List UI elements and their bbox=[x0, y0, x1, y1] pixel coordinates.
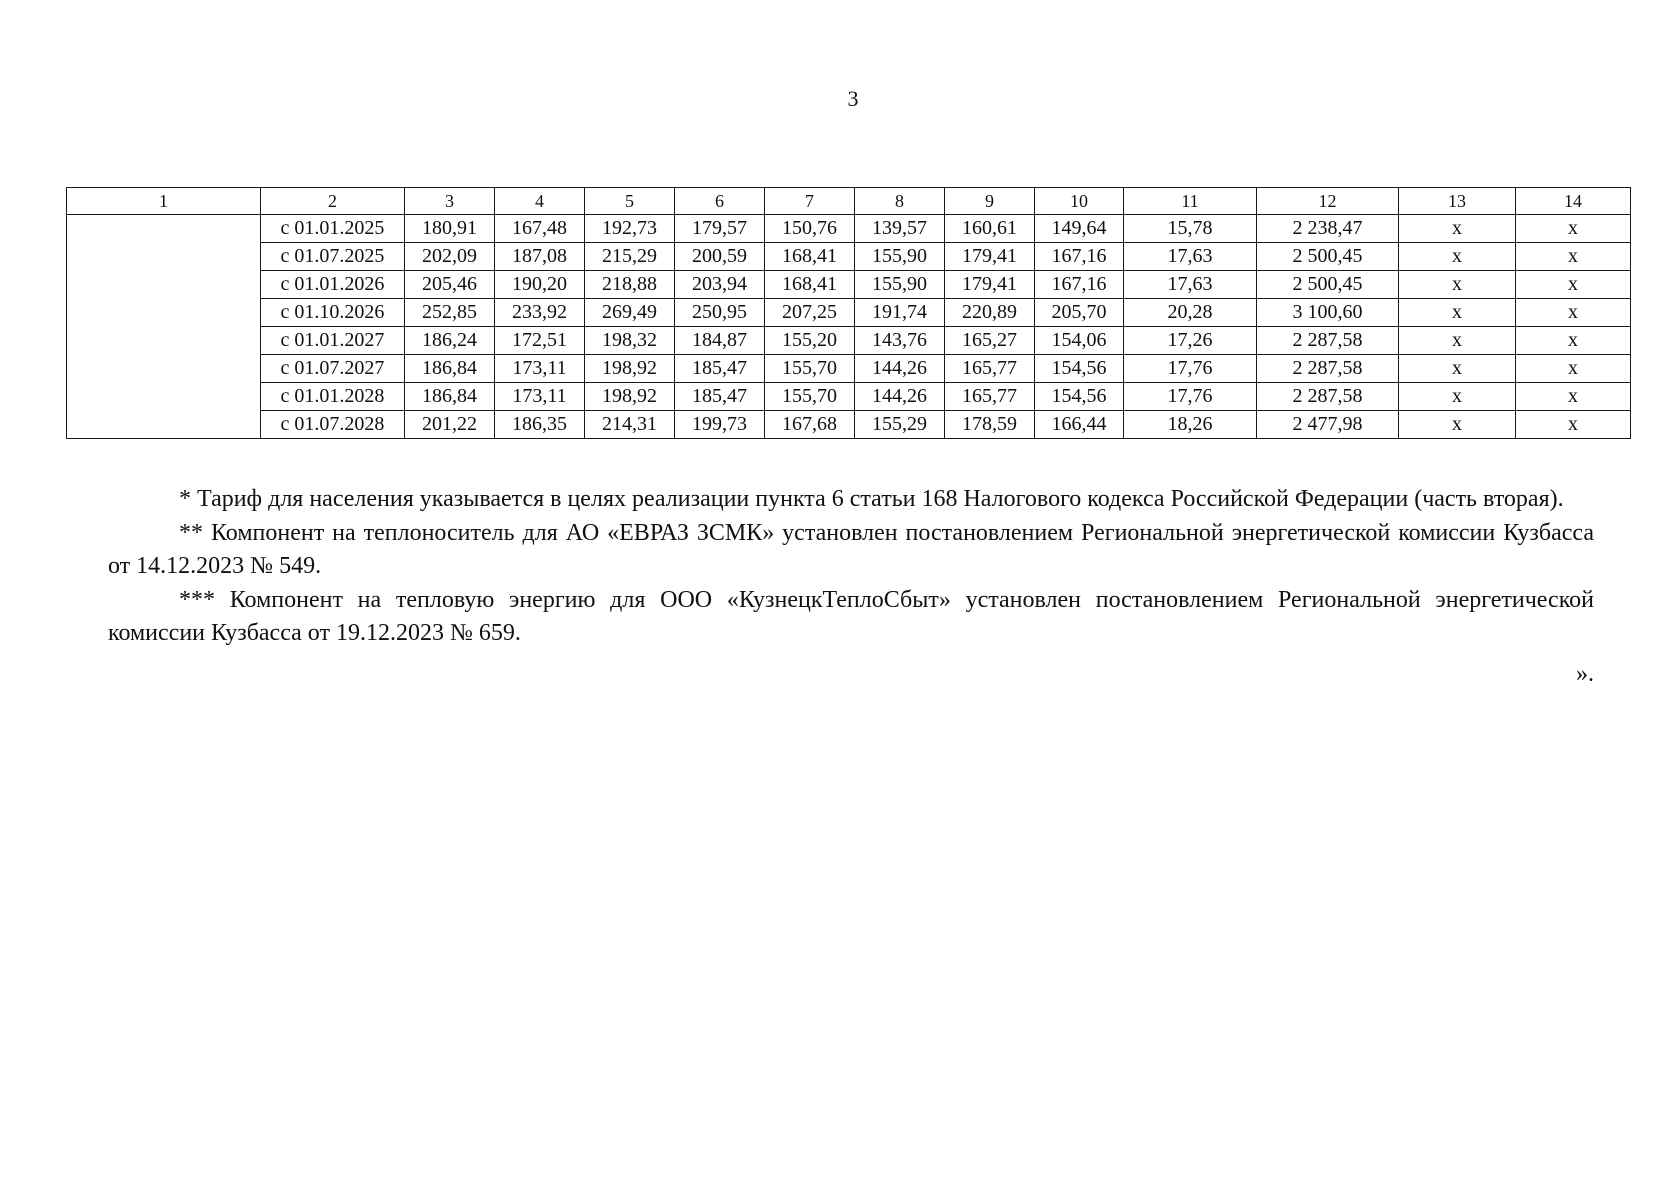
table-cell: 203,94 bbox=[675, 271, 765, 299]
table-row bbox=[67, 383, 1631, 411]
table-cell: x bbox=[1516, 355, 1631, 383]
table-row bbox=[67, 271, 1631, 299]
table-cell: 2 287,58 bbox=[1257, 355, 1399, 383]
table-cell: 2 477,98 bbox=[1257, 411, 1399, 439]
table-cell: 173,11 bbox=[495, 383, 585, 411]
table-cell: 143,76 bbox=[855, 327, 945, 355]
table-cell: 214,31 bbox=[585, 411, 675, 439]
table-cell: 250,95 bbox=[675, 299, 765, 327]
period-cell: с 01.01.2028 bbox=[261, 383, 405, 411]
table-cell: 155,70 bbox=[765, 383, 855, 411]
table-cell: 2 500,45 bbox=[1257, 271, 1399, 299]
table-cell: 269,49 bbox=[585, 299, 675, 327]
table-cell: 17,63 bbox=[1124, 243, 1257, 271]
table-cell: 185,47 bbox=[675, 355, 765, 383]
table-cell: x bbox=[1516, 383, 1631, 411]
table-row bbox=[67, 215, 1631, 243]
table-cell: 155,29 bbox=[855, 411, 945, 439]
table-cell: 205,70 bbox=[1035, 299, 1124, 327]
table-cell: x bbox=[1399, 411, 1516, 439]
table-cell: 17,76 bbox=[1124, 355, 1257, 383]
table-cell: 154,56 bbox=[1035, 355, 1124, 383]
table-cell: 2 287,58 bbox=[1257, 383, 1399, 411]
period-cell: с 01.07.2025 bbox=[261, 243, 405, 271]
column-header: 6 bbox=[675, 188, 765, 215]
table-cell: 144,26 bbox=[855, 383, 945, 411]
table-cell: 167,16 bbox=[1035, 271, 1124, 299]
period-cell: с 01.10.2026 bbox=[261, 299, 405, 327]
table-row bbox=[67, 327, 1631, 355]
table-cell: 160,61 bbox=[945, 215, 1035, 243]
column-header: 5 bbox=[585, 188, 675, 215]
table-cell: 155,90 bbox=[855, 243, 945, 271]
period-cell: с 01.01.2027 bbox=[261, 327, 405, 355]
table-cell: 191,74 bbox=[855, 299, 945, 327]
table-cell: x bbox=[1399, 355, 1516, 383]
group-cell bbox=[67, 215, 261, 439]
column-header: 11 bbox=[1124, 188, 1257, 215]
table-cell: 139,57 bbox=[855, 215, 945, 243]
table-row bbox=[67, 299, 1631, 327]
table-cell: 154,06 bbox=[1035, 327, 1124, 355]
table-cell: x bbox=[1399, 243, 1516, 271]
table-cell: 172,51 bbox=[495, 327, 585, 355]
table-cell: x bbox=[1399, 215, 1516, 243]
table-cell: 3 100,60 bbox=[1257, 299, 1399, 327]
column-header: 14 bbox=[1516, 188, 1631, 215]
column-header: 8 bbox=[855, 188, 945, 215]
table-cell: 155,20 bbox=[765, 327, 855, 355]
column-header: 7 bbox=[765, 188, 855, 215]
table-row bbox=[67, 355, 1631, 383]
column-header: 1 bbox=[67, 188, 261, 215]
footnote-coolant-component: ** Компонент на теплоноситель для АО «ЕВРАЗ ЗСМК» установлен постановлением Региональной энергетической комиссии Кузбасса от 14.12.2023 № 549. bbox=[108, 520, 1594, 579]
column-header: 9 bbox=[945, 188, 1035, 215]
table-cell: 198,32 bbox=[585, 327, 675, 355]
table-cell: 155,90 bbox=[855, 271, 945, 299]
table-header-row bbox=[67, 188, 1631, 215]
column-header: 13 bbox=[1399, 188, 1516, 215]
table-row bbox=[67, 243, 1631, 271]
table-body bbox=[67, 215, 1631, 439]
table-cell: 233,92 bbox=[495, 299, 585, 327]
table-cell: x bbox=[1516, 271, 1631, 299]
table-cell: x bbox=[1516, 411, 1631, 439]
table-cell: 168,41 bbox=[765, 271, 855, 299]
table-cell: 168,41 bbox=[765, 243, 855, 271]
table-cell: 198,92 bbox=[585, 355, 675, 383]
table-cell: 179,57 bbox=[675, 215, 765, 243]
table-cell: 165,77 bbox=[945, 383, 1035, 411]
page-number: 3 bbox=[847, 86, 859, 111]
period-cell: с 01.01.2025 bbox=[261, 215, 405, 243]
table-cell: 179,41 bbox=[945, 271, 1035, 299]
column-header: 2 bbox=[261, 188, 405, 215]
table-cell: 178,59 bbox=[945, 411, 1035, 439]
table-cell: x bbox=[1399, 271, 1516, 299]
table-cell: 179,41 bbox=[945, 243, 1035, 271]
table-cell: x bbox=[1399, 327, 1516, 355]
table-cell: 149,64 bbox=[1035, 215, 1124, 243]
table-cell: 144,26 bbox=[855, 355, 945, 383]
table-cell: 2 500,45 bbox=[1257, 243, 1399, 271]
table-cell: 180,91 bbox=[405, 215, 495, 243]
table-cell: 252,85 bbox=[405, 299, 495, 327]
table-cell: 199,73 bbox=[675, 411, 765, 439]
table-cell: 2 238,47 bbox=[1257, 215, 1399, 243]
table-cell: 198,92 bbox=[585, 383, 675, 411]
table-cell: 20,28 bbox=[1124, 299, 1257, 327]
column-header: 12 bbox=[1257, 188, 1399, 215]
table-cell: 186,35 bbox=[495, 411, 585, 439]
table-cell: 192,73 bbox=[585, 215, 675, 243]
table-cell: 17,63 bbox=[1124, 271, 1257, 299]
table-cell: x bbox=[1399, 383, 1516, 411]
period-cell: с 01.01.2026 bbox=[261, 271, 405, 299]
table-cell: 186,84 bbox=[405, 383, 495, 411]
table-cell: 167,16 bbox=[1035, 243, 1124, 271]
table-cell: x bbox=[1516, 299, 1631, 327]
closing-quote: ». bbox=[1576, 661, 1594, 687]
table-cell: 165,77 bbox=[945, 355, 1035, 383]
column-header: 3 bbox=[405, 188, 495, 215]
table-cell: 150,76 bbox=[765, 215, 855, 243]
table-cell: 18,26 bbox=[1124, 411, 1257, 439]
table-cell: 165,27 bbox=[945, 327, 1035, 355]
footnotes bbox=[108, 483, 1594, 691]
table-cell: 186,24 bbox=[405, 327, 495, 355]
footnote-population-tariff: * Тариф для населения указывается в целях реализации пункта 6 статьи 168 Налогового кодекса Российской Федерации (часть вторая). bbox=[179, 486, 1564, 512]
table-cell: 200,59 bbox=[675, 243, 765, 271]
table-cell: 201,22 bbox=[405, 411, 495, 439]
table-cell: 205,46 bbox=[405, 271, 495, 299]
table-cell: 215,29 bbox=[585, 243, 675, 271]
table-cell: 155,70 bbox=[765, 355, 855, 383]
table-cell: 173,11 bbox=[495, 355, 585, 383]
column-header: 10 bbox=[1035, 188, 1124, 215]
table-cell: 185,47 bbox=[675, 383, 765, 411]
table-cell: 15,78 bbox=[1124, 215, 1257, 243]
table-cell: 2 287,58 bbox=[1257, 327, 1399, 355]
table-cell: 187,08 bbox=[495, 243, 585, 271]
tariff-table bbox=[66, 187, 1631, 439]
table-cell: 167,68 bbox=[765, 411, 855, 439]
table-cell: 220,89 bbox=[945, 299, 1035, 327]
table-cell: 166,44 bbox=[1035, 411, 1124, 439]
column-header: 4 bbox=[495, 188, 585, 215]
table-cell: 154,56 bbox=[1035, 383, 1124, 411]
table-cell: 184,87 bbox=[675, 327, 765, 355]
footnote-heat-energy-component: *** Компонент на тепловую энергию для ООО «КузнецкТеплоСбыт» установлен постановлением Региональной энергетической комиссии Кузбасса от 19.12.2023 № 659. bbox=[108, 587, 1594, 646]
table-row bbox=[67, 411, 1631, 439]
table-cell: x bbox=[1516, 215, 1631, 243]
table-cell: 190,20 bbox=[495, 271, 585, 299]
table-cell: 202,09 bbox=[405, 243, 495, 271]
period-cell: с 01.07.2027 bbox=[261, 355, 405, 383]
table-cell: 207,25 bbox=[765, 299, 855, 327]
table-cell: 218,88 bbox=[585, 271, 675, 299]
table-cell: 186,84 bbox=[405, 355, 495, 383]
table-cell: x bbox=[1516, 327, 1631, 355]
table-cell: 17,76 bbox=[1124, 383, 1257, 411]
period-cell: с 01.07.2028 bbox=[261, 411, 405, 439]
table-cell: x bbox=[1399, 299, 1516, 327]
table-cell: 17,26 bbox=[1124, 327, 1257, 355]
table-cell: 167,48 bbox=[495, 215, 585, 243]
table-cell: x bbox=[1516, 243, 1631, 271]
